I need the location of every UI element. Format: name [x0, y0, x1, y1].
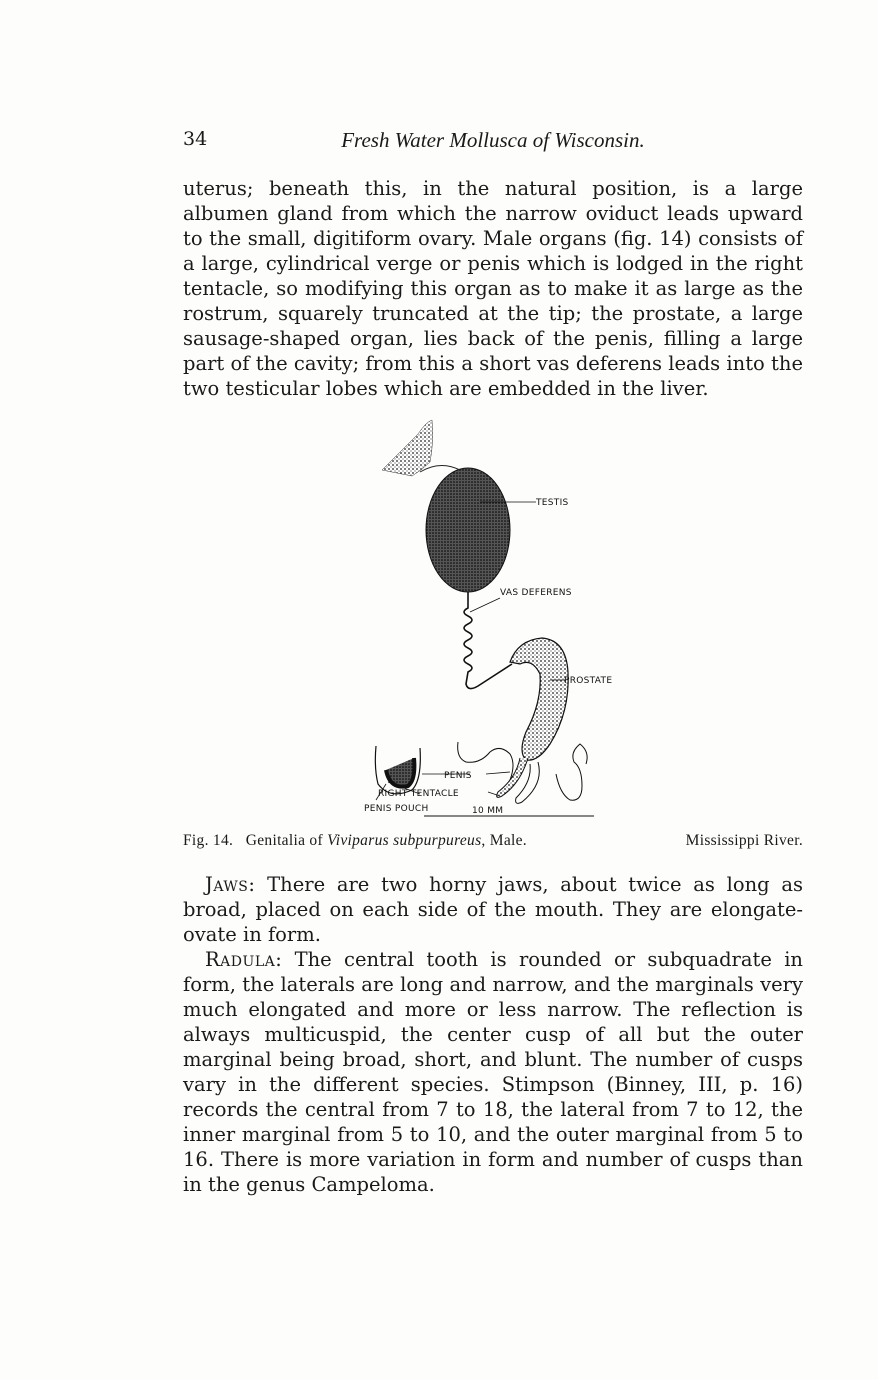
jaws-heading: Jaws: — [205, 873, 256, 896]
page-header — [183, 128, 803, 158]
label-penis-pouch: PENIS POUCH — [364, 804, 429, 814]
vas-deferens-shape — [464, 592, 512, 689]
caption-species: Viviparus subpurpureus — [327, 832, 482, 849]
caption-text: Genitalia of — [245, 832, 323, 849]
figure-caption — [183, 832, 803, 850]
caption-fig-label: Fig. 14. — [183, 832, 234, 849]
radula-paragraph — [183, 947, 803, 1197]
caption-location: Mississippi River. — [685, 832, 803, 849]
genitalia-illustration — [360, 412, 640, 824]
label-prostate: PROSTATE — [564, 676, 613, 686]
radula-text: The central tooth is rounded or subquadrate in form, the laterals are long and narrow, and the marginals very much elongated and more or less narrow. The reflection is always multicuspid, the center cusp of all but the outer marginal being broad, short, and blunt. The number of cusps vary in the different species. Stimpson (Binney, III, p. 16) records the central from 7 to 18, the lateral from 7 to 12, the inner marginal from 5 to 10, and the outer marginal from 5 to 16. There is more variation in form and number of cusps than in the genus Campeloma. — [183, 948, 803, 1196]
jaws-paragraph — [183, 872, 803, 947]
label-right-tentacle: RIGHT TENTACLE — [378, 789, 459, 799]
label-vas-deferens: VAS DEFERENS — [500, 588, 572, 598]
body-paragraph: uterus; beneath this, in the natural position, is a large albumen gland from which the narrow oviduct leads upward to the small, digitiform ovary. Male organs (fig. 14) consists of a large, cylindrical verge or penis which is lodged in the right tentacle, so modifying this organ as to make it as large as the rostrum, squarely truncated at the tip; the prostate, a large sausage-shaped organ, lies back of the penis, filling a large part of the cavity; from this a short vas deferens leads into the two testicular lobes which are embedded in the liver. — [183, 177, 803, 400]
testis-shape — [426, 468, 510, 592]
running-title: Fresh Water Mollusca of Wisconsin. — [341, 128, 645, 152]
caption-sex: , Male. — [481, 832, 527, 849]
testis-lobe — [382, 420, 433, 476]
radula-heading: Radula: — [205, 948, 283, 971]
page-number: 34 — [183, 128, 208, 150]
label-testis: TESTIS — [536, 498, 569, 508]
prostate-shape — [510, 638, 568, 760]
jaws-text: There are two horny jaws, about twice as long as broad, placed on each side of the mouth. They are elongate-ovate in form. — [183, 873, 803, 946]
label-scale: 10 MM — [472, 806, 504, 816]
genitalia-figure — [360, 412, 640, 824]
penis-shape — [497, 758, 528, 797]
label-penis: PENIS — [444, 771, 472, 781]
